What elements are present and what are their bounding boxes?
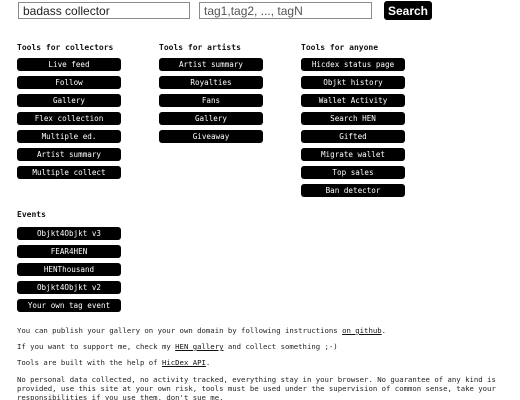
built-with-note xyxy=(17,358,505,367)
built-text: Tools are built with the help of xyxy=(17,358,162,367)
support-end: and collect something ;-) xyxy=(223,342,338,351)
wallet-activity-button[interactable]: Wallet Activity xyxy=(301,94,405,107)
hicdex-api-link[interactable]: HicDex API xyxy=(161,358,206,367)
artist-gallery-button[interactable]: Gallery xyxy=(159,112,263,125)
event-objkt4objkt-v3-button[interactable]: Objkt4Objkt v3 xyxy=(17,227,121,240)
event-fear4hen-button[interactable]: FEAR4HEN xyxy=(17,245,121,258)
objkt-history-button[interactable]: Objkt history xyxy=(301,76,405,89)
hen-gallery-link[interactable]: HEN gallery xyxy=(175,342,224,351)
ban-detector-button[interactable]: Ban detector xyxy=(301,184,405,197)
tool-artist-summary-button[interactable]: Artist summary xyxy=(17,148,121,161)
artist-summary-button[interactable]: Artist summary xyxy=(159,58,263,71)
github-link[interactable]: on github xyxy=(342,326,382,335)
tags-input[interactable] xyxy=(199,2,372,19)
artists-tool-list xyxy=(159,58,263,148)
search-button[interactable]: Search xyxy=(384,1,432,20)
tool-gallery-button[interactable]: Gallery xyxy=(17,94,121,107)
event-own-tag-button[interactable]: Your own tag event xyxy=(17,299,121,312)
publish-end: . xyxy=(381,326,387,335)
heading-tools-for-artists: Tools for artists xyxy=(159,43,241,52)
heading-events: Events xyxy=(17,210,46,219)
disclaimer-note: No personal data collected, no activity tracked, everything stay in your browser. No guarantee of any kind is provided, use this site at your own risk, tools must be used under the supervision of common sense, take your responsibilities if you use them, don't sue me. xyxy=(17,375,496,400)
publish-note xyxy=(17,326,505,335)
tool-live-feed-button[interactable]: Live feed xyxy=(17,58,121,71)
search-input[interactable] xyxy=(18,2,190,19)
gifted-button[interactable]: Gifted xyxy=(301,130,405,143)
event-henthousand-button[interactable]: HENThousand xyxy=(17,263,121,276)
royalties-button[interactable]: Royalties xyxy=(159,76,263,89)
migrate-wallet-button[interactable]: Migrate wallet xyxy=(301,148,405,161)
anyone-tool-list xyxy=(301,58,405,202)
hicdex-status-button[interactable]: Hicdex status page xyxy=(301,58,405,71)
tool-follow-button[interactable]: Follow xyxy=(17,76,121,89)
heading-tools-for-anyone: Tools for anyone xyxy=(301,43,379,52)
collectors-tool-list xyxy=(17,58,121,184)
events-list xyxy=(17,227,121,317)
giveaway-button[interactable]: Giveaway xyxy=(159,130,263,143)
tool-multiple-ed-button[interactable]: Multiple ed. xyxy=(17,130,121,143)
tool-multiple-collect-button[interactable]: Multiple collect xyxy=(17,166,121,179)
built-end: . xyxy=(205,358,211,367)
support-note xyxy=(17,342,505,351)
fans-button[interactable]: Fans xyxy=(159,94,263,107)
event-objkt4objkt-v2-button[interactable]: Objkt4Objkt v2 xyxy=(17,281,121,294)
publish-text: You can publish your gallery on your own domain by following instructions xyxy=(17,326,343,335)
heading-tools-for-collectors: Tools for collectors xyxy=(17,43,114,52)
search-hen-button[interactable]: Search HEN xyxy=(301,112,405,125)
tool-flex-collection-button[interactable]: Flex collection xyxy=(17,112,121,125)
top-sales-button[interactable]: Top sales xyxy=(301,166,405,179)
support-text: If you want to support me, check my xyxy=(17,342,176,351)
